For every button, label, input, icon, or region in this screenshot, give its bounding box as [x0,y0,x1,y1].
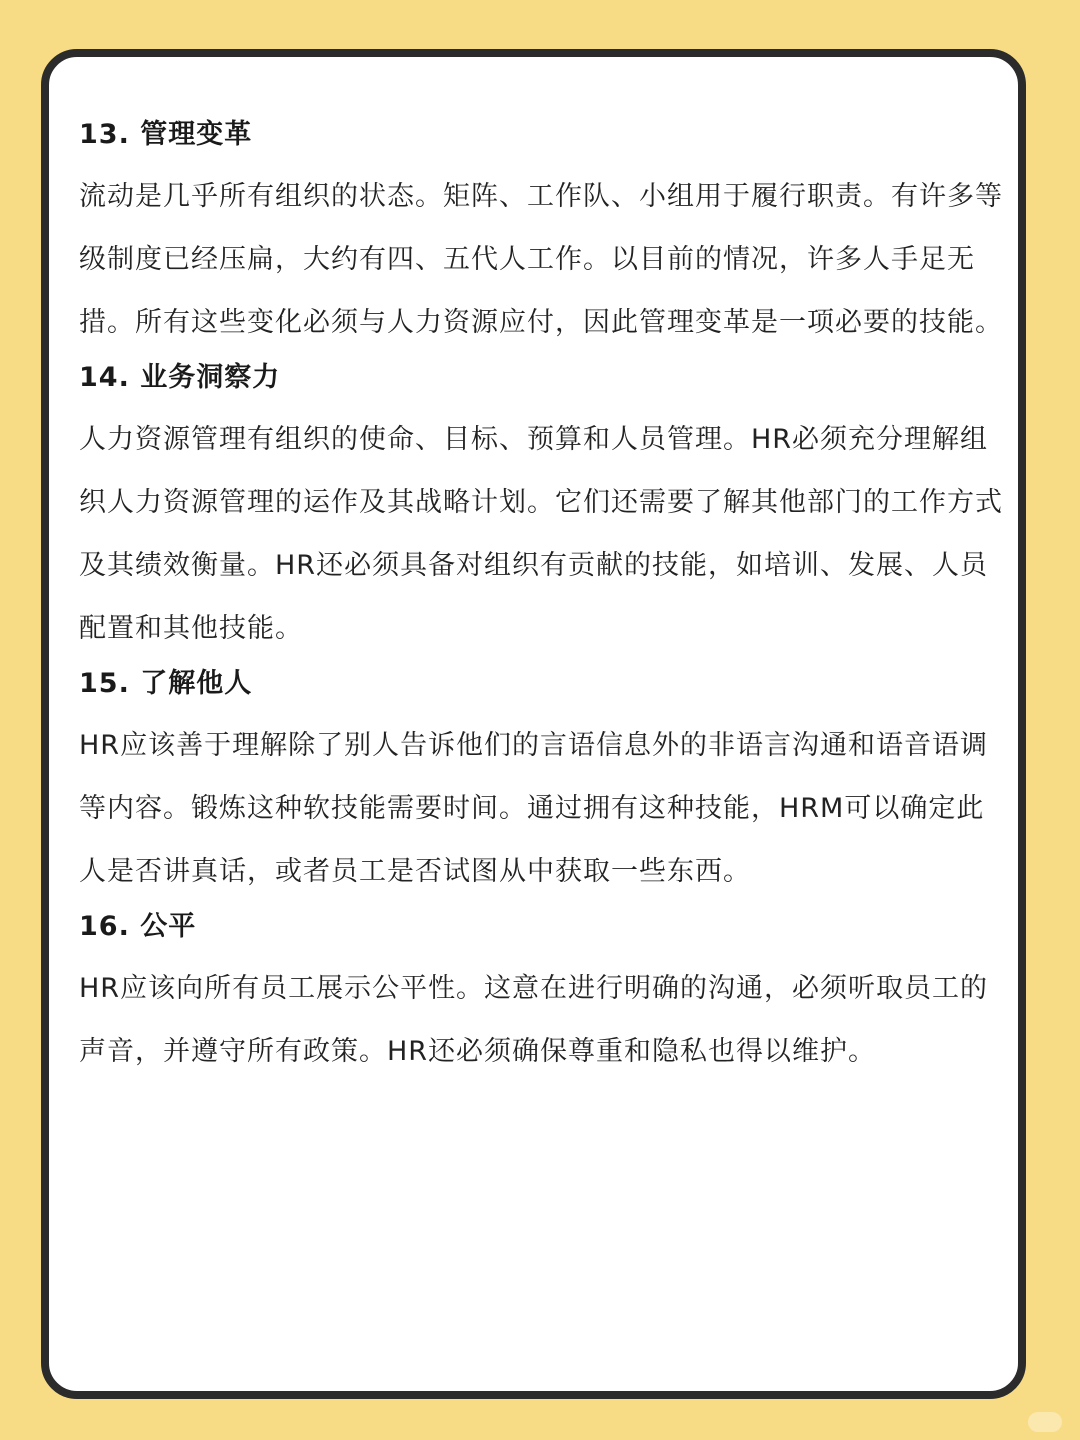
section-16 [79,907,1009,1083]
section-body: 流动是几乎所有组织的状态。矩阵、工作队、小组用于履行职责。有许多等级制度已经压扁，大约有四、五代人工作。以目前的情况，许多人手足无措。所有这些变化必须与人力资源应付，因此管理变革是一项必要的技能。 [79,181,1003,338]
section-body: HR应该向所有员工展示公平性。这意在进行明确的沟通，必须听取员工的声音，并遵守所有政策。HR还必须确保尊重和隐私也得以维护。 [79,973,989,1067]
section-title: 15. 了解他人 [79,668,253,699]
section-body: HR应该善于理解除了别人告诉他们的言语信息外的非语言沟通和语音语调等内容。锻炼这种软技能需要时间。通过拥有这种技能，HRM可以确定此人是否讲真话，或者员工是否试图从中获取一些东西。 [79,730,989,887]
section-title: 14. 业务洞察力 [79,362,281,393]
watermark-mark [1028,1412,1062,1432]
section-15 [79,664,1009,903]
section-14 [79,358,1009,660]
section-title: 16. 公平 [79,911,197,942]
section-title: 13. 管理变革 [79,119,253,150]
content-card [41,49,1026,1399]
section-body: 人力资源管理有组织的使命、目标、预算和人员管理。HR必须充分理解组织人力资源管理的运作及其战略计划。它们还需要了解其他部门的工作方式及其绩效衡量。HR还必须具备对组织有贡献的技能，如培训、发展、人员配置和其他技能。 [79,424,1003,644]
section-13 [79,115,1009,354]
content-area [79,115,1009,1087]
